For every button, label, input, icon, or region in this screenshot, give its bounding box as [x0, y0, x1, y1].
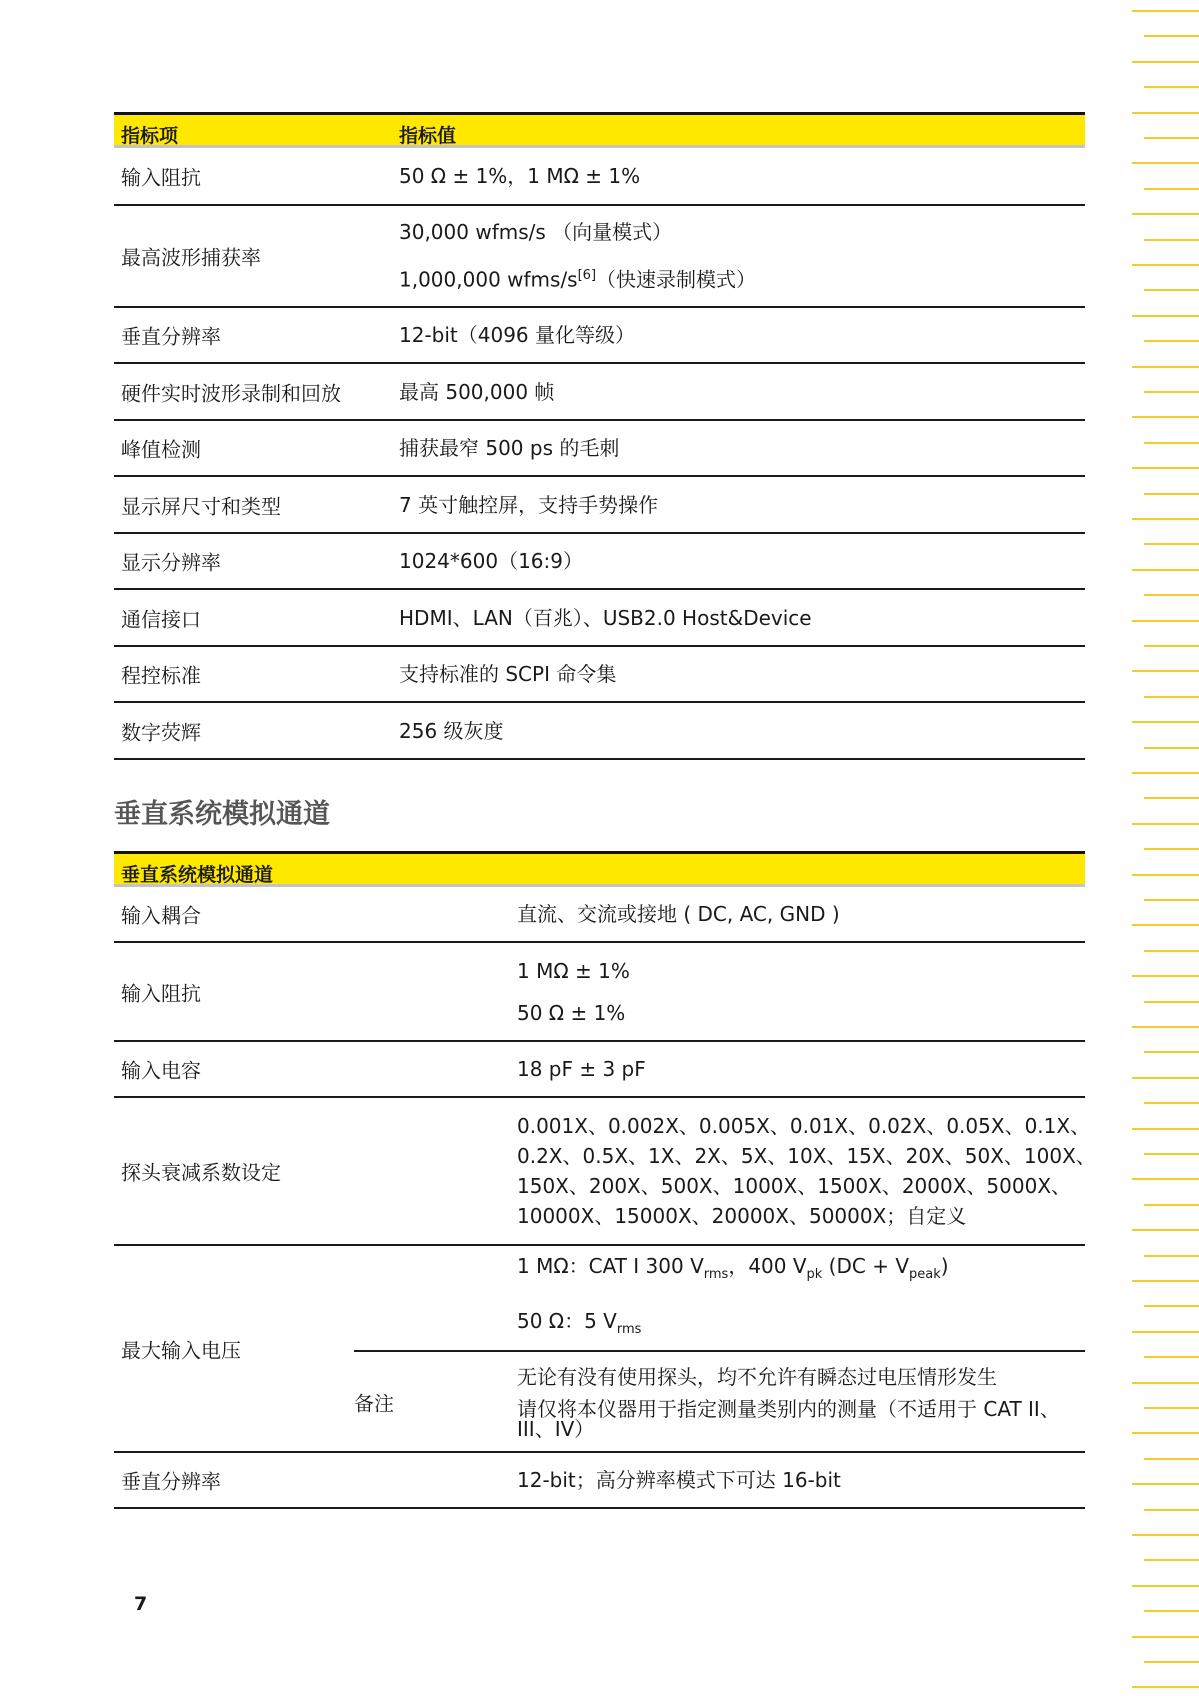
header-item: 指标项 [121, 125, 179, 147]
spec-table [114, 112, 1085, 760]
table-row [114, 943, 1085, 1042]
header-title: 垂直系统模拟通道 [121, 864, 274, 886]
row-value-line: 50 Ω：5 $V_{rms}$ [517, 1309, 642, 1337]
table-row [114, 887, 1085, 943]
row-value: 捕获最窄 500 ps 的毛刺 [399, 436, 620, 460]
row-value: 7 英寸触控屏，支持手势操作 [399, 492, 659, 517]
header-value: 指标值 [399, 125, 457, 147]
row-value: 12-bit；高分辨率模式下可达 16-bit [517, 1468, 841, 1492]
table-row [114, 534, 1085, 590]
row-label: 探头衰减系数设定 [121, 1160, 281, 1185]
row-value-line: 1,000,000 wfms/s[6]（快速录制模式） [399, 267, 757, 292]
note-subrow [354, 1350, 1085, 1451]
row-label: 输入阻抗 [121, 165, 201, 190]
row-label: 硬件实时波形录制和回放 [121, 381, 341, 405]
row-label: 垂直分辨率 [121, 324, 221, 349]
probe-line: 0.2X、0.5X、1X、2X、5X、10X、15X、20X、50X、100X、 [517, 1144, 1096, 1168]
row-value: 12-bit（4096 量化等级） [399, 323, 636, 347]
section-heading: 垂直系统模拟通道 [114, 799, 330, 830]
row-label: 显示屏尺寸和类型 [121, 494, 281, 518]
table-row [114, 1246, 1085, 1453]
row-value: 最高 500,000 帧 [399, 379, 555, 404]
table-row [114, 1453, 1085, 1509]
vertical-system-table [114, 851, 1096, 1509]
table-row [114, 421, 1085, 477]
row-value-line: 30,000 wfms/s （向量模式） [399, 220, 673, 245]
probe-line: 10000X、15000X、20000X、50000X；自定义 [517, 1204, 967, 1228]
row-label: 显示分辨率 [121, 550, 221, 575]
row-value: HDMI、LAN（百兆）、USB2.0 Host&Device [399, 605, 812, 630]
table-row [114, 364, 1085, 421]
table-row [114, 206, 1085, 308]
row-label: 数字荧辉 [121, 720, 201, 744]
row-label: 程控标准 [121, 663, 201, 688]
row-label: 最高波形捕获率 [121, 245, 261, 270]
note-label: 备注 [354, 1391, 394, 1415]
row-value-line: 1 MΩ ± 1% [517, 958, 630, 983]
note-line: 请仅将本仪器用于指定测量类别内的测量（不适用于 CAT II、 [517, 1396, 1060, 1421]
table-row [114, 1042, 1085, 1098]
row-value: 256 级灰度 [399, 718, 504, 743]
table-header [114, 112, 1085, 148]
table-row [114, 477, 1085, 534]
page-number: 7 [134, 1593, 148, 1615]
row-label: 最大输入电压 [121, 1338, 241, 1362]
table-row [114, 1098, 1096, 1246]
table-row [114, 590, 1085, 647]
footnote-ref: [6] [577, 268, 597, 284]
row-label: 输入电容 [121, 1058, 201, 1083]
table-row [114, 647, 1085, 703]
table-row [114, 308, 1085, 364]
row-value: 18 pF ± 3 pF [517, 1057, 646, 1081]
probe-line: 0.001X、0.002X、0.005X、0.01X、0.02X、0.05X、0.1X、 [517, 1114, 1091, 1138]
row-label: 峰值检测 [121, 437, 201, 462]
row-value: 1024*600（16:9） [399, 549, 583, 573]
row-value-line: 1 MΩ：CAT I 300 $V_{rms}$，400 $V_{pk}$ $(DC + V_{peak})$ [517, 1254, 949, 1282]
row-label: 垂直分辨率 [121, 1469, 221, 1494]
table-header [114, 851, 1085, 887]
note-line: III、IV） [517, 1416, 595, 1441]
note-line: 无论有没有使用探头，均不允许有瞬态过电压情形发生 [517, 1364, 997, 1389]
row-value: 50 Ω ± 1%，1 MΩ ± 1% [399, 164, 641, 188]
table-row [114, 703, 1085, 760]
row-value: 支持标准的 SCPI 命令集 [399, 662, 617, 686]
row-label: 输入耦合 [121, 903, 201, 928]
decorative-stripes [1128, 0, 1199, 1696]
row-label: 通信接口 [121, 607, 201, 631]
table-row [114, 148, 1085, 206]
row-value-line: 50 Ω ± 1% [517, 1000, 626, 1025]
row-value: 直流、交流或接地 ( DC, AC, GND ) [517, 902, 840, 926]
row-label: 输入阻抗 [121, 981, 201, 1005]
probe-line: 150X、200X、500X、1000X、1500X、2000X、5000X、 [517, 1174, 1072, 1198]
